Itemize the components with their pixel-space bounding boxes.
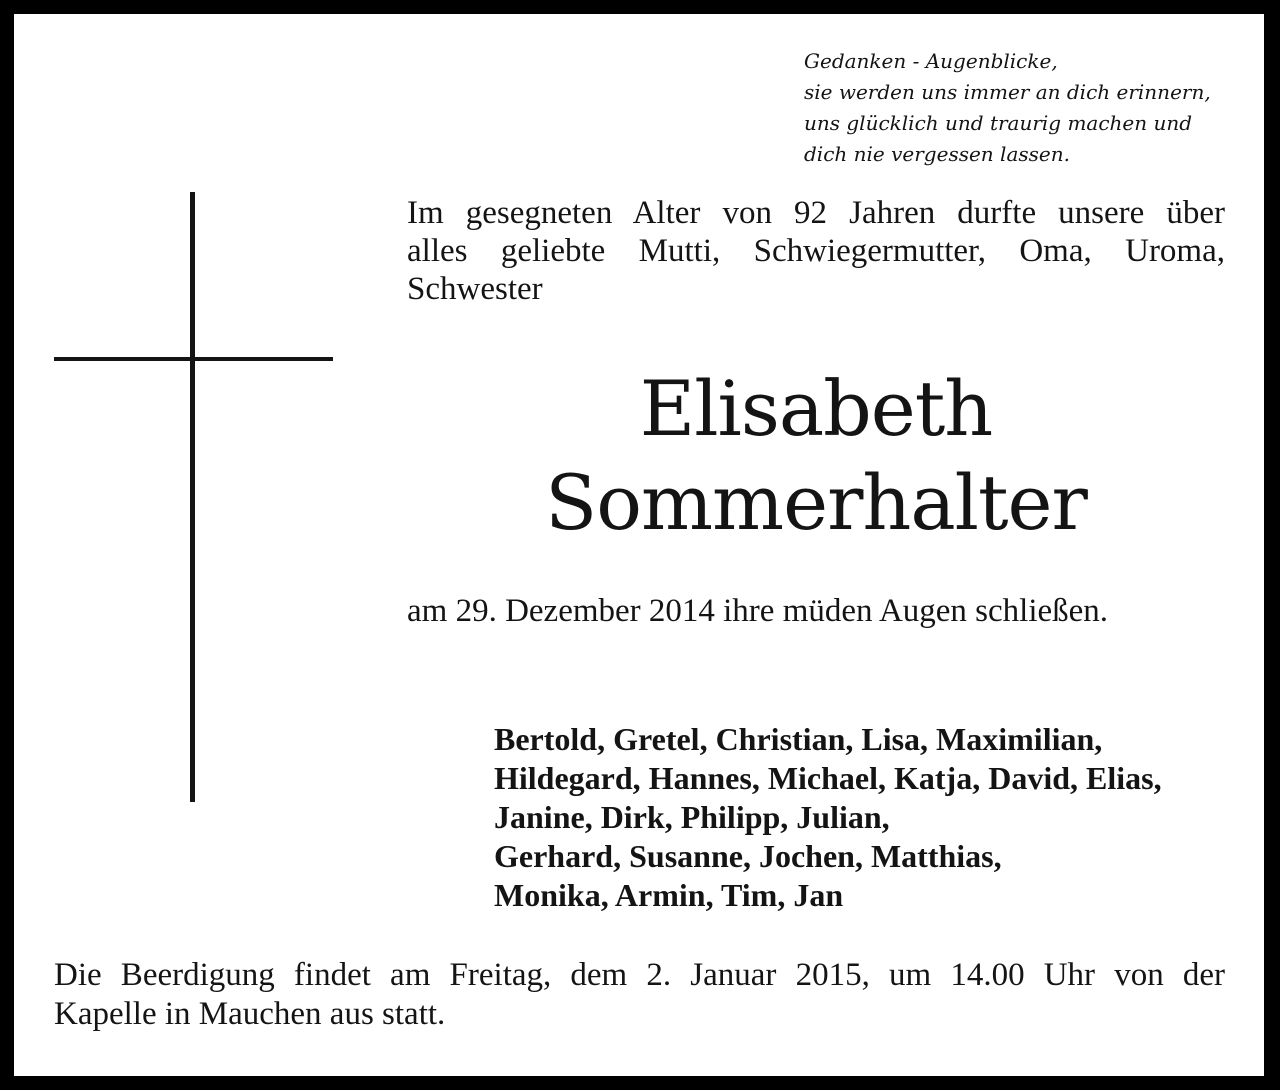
deceased-name xyxy=(407,362,1225,550)
family-line: Monika, Armin, Tim, Jan xyxy=(494,877,844,913)
poem-line: sie werden uns immer an dich erinnern, xyxy=(804,80,1211,104)
family-signatures xyxy=(494,720,1234,915)
family-line: Gerhard, Susanne, Jochen, Matthias, xyxy=(494,838,1002,874)
intro-line: Schwester xyxy=(407,271,543,307)
obituary-card xyxy=(14,14,1264,1076)
cross-icon-vertical-bar xyxy=(190,192,195,802)
family-line: Hildegard, Hannes, Michael, Katja, David, Elias, xyxy=(494,760,1162,796)
burial-notice xyxy=(54,956,1225,1034)
poem-line: Gedanken - Augenblicke, xyxy=(804,49,1058,73)
family-line: Bertold, Gretel, Christian, Lisa, Maximilian, xyxy=(494,721,1103,757)
intro-line: alles geliebte Mutti, Schwiegermutter, Oma, Uroma, xyxy=(407,233,1225,269)
death-notice: am 29. Dezember 2014 ihre müden Augen schließen. xyxy=(407,593,1109,629)
deceased-last-name: Sommerhalter xyxy=(545,458,1087,547)
intro-text xyxy=(407,194,1225,308)
poem-line: dich nie vergessen lassen. xyxy=(804,142,1070,166)
cross-icon-horizontal-bar xyxy=(54,357,333,361)
burial-line: Die Beerdigung findet am Freitag, dem 2. Januar 2015, um 14.00 Uhr von der xyxy=(54,957,1225,993)
poem-line: uns glücklich und traurig machen und xyxy=(804,111,1193,135)
burial-line: Kapelle in Mauchen aus statt. xyxy=(54,996,446,1032)
deceased-first-name: Elisabeth xyxy=(639,364,993,453)
memorial-poem xyxy=(804,46,1244,170)
intro-line: Im gesegneten Alter von 92 Jahren durfte unsere über xyxy=(407,195,1225,231)
family-line: Janine, Dirk, Philipp, Julian, xyxy=(494,799,890,835)
